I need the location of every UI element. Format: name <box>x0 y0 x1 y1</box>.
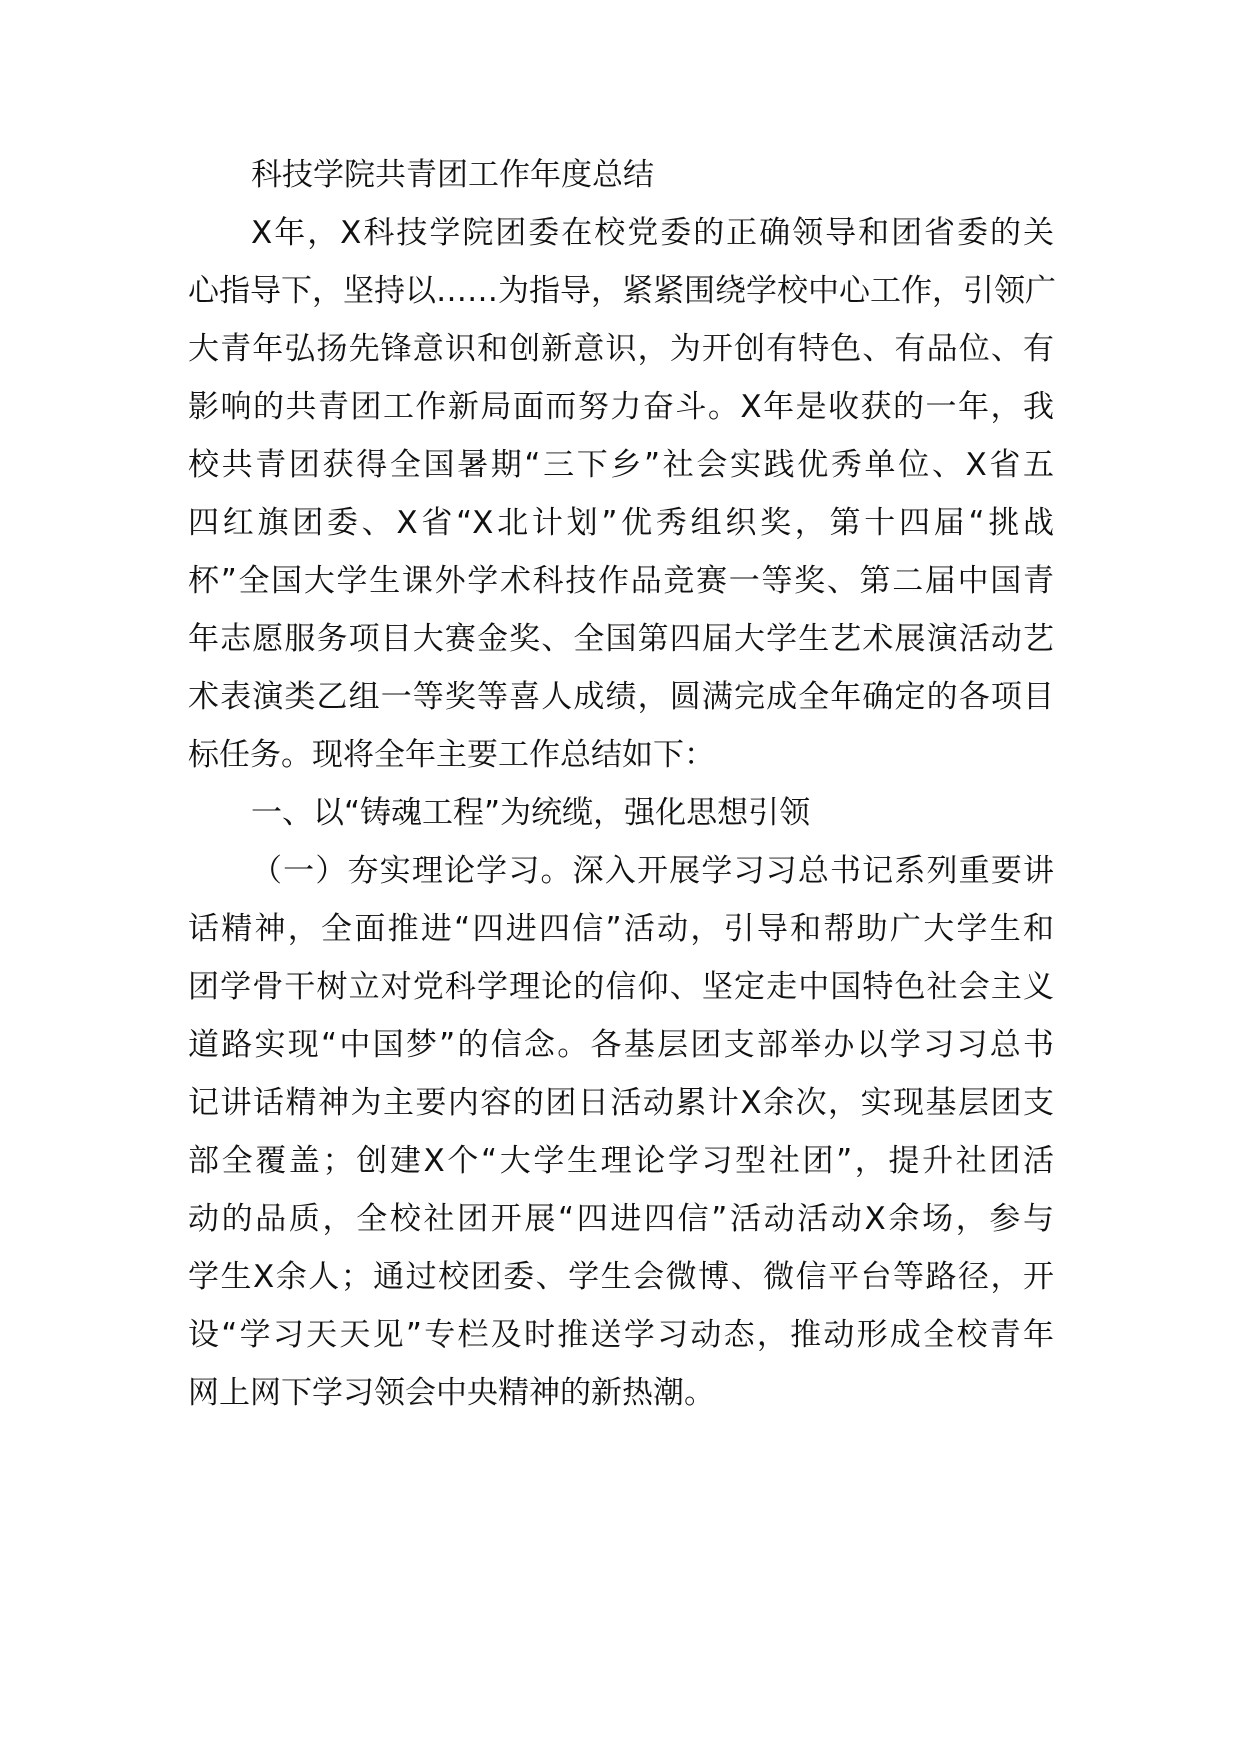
paragraph-line: 团学骨干树立对党科学理论的信仰、坚定走中国特色社会主义 <box>188 969 1054 1005</box>
paragraph-line: 标任务。现将全年主要工作总结如下： <box>188 737 715 773</box>
document-title: 科技学院共青团工作年度总结 <box>251 157 654 193</box>
paragraph-line: 动的品质，全校社团开展“四进四信”活动活动X余场，参与 <box>188 1201 1054 1237</box>
paragraph-line: 影响的共青团工作新局面而努力奋斗。X年是收获的一年，我 <box>188 389 1054 425</box>
paragraph-line: X年，X科技学院团委在校党委的正确领导和团省委的关 <box>251 215 1054 251</box>
paragraph-line: 话精神，全面推进“四进四信”活动，引导和帮助广大学生和 <box>188 911 1054 947</box>
paragraph-line: 道路实现“中国梦”的信念。各基层团支部举办以学习习总书 <box>188 1027 1054 1063</box>
paragraph-line: 大青年弘扬先锋意识和创新意识，为开创有特色、有品位、有 <box>188 331 1054 367</box>
paragraph-line: 学生X余人；通过校团委、学生会微博、微信平台等路径，开 <box>188 1259 1054 1295</box>
paragraph-line: 网上网下学习领会中央精神的新热潮。 <box>188 1375 715 1411</box>
paragraph-line: （一）夯实理论学习。深入开展学习习总书记系列重要讲 <box>251 853 1054 889</box>
paragraph-line: 术表演类乙组一等奖等喜人成绩，圆满完成全年确定的各项目 <box>188 679 1054 715</box>
document-page <box>188 0 1054 1754</box>
paragraph-line: 年志愿服务项目大赛金奖、全国第四届大学生艺术展演活动艺 <box>188 621 1054 657</box>
paragraph-line: 设“学习天天见”专栏及时推送学习动态，推动形成全校青年 <box>188 1317 1054 1353</box>
paragraph-line: 心指导下，坚持以……为指导，紧紧围绕学校中心工作，引领广 <box>188 273 1056 309</box>
paragraph-line: 杯”全国大学生课外学术科技作品竞赛一等奖、第二届中国青 <box>188 563 1054 599</box>
paragraph-line: 校共青团获得全国暑期“三下乡”社会实践优秀单位、X省五 <box>188 447 1054 483</box>
section-heading: 一、以“铸魂工程”为统缆，强化思想引领 <box>251 795 811 831</box>
paragraph-line: 部全覆盖；创建X个“大学生理论学习型社团”，提升社团活 <box>188 1143 1054 1179</box>
paragraph-line: 记讲话精神为主要内容的团日活动累计X余次，实现基层团支 <box>188 1085 1054 1121</box>
paragraph-line: 四红旗团委、X省“X北计划”优秀组织奖，第十四届“挑战 <box>188 505 1054 541</box>
